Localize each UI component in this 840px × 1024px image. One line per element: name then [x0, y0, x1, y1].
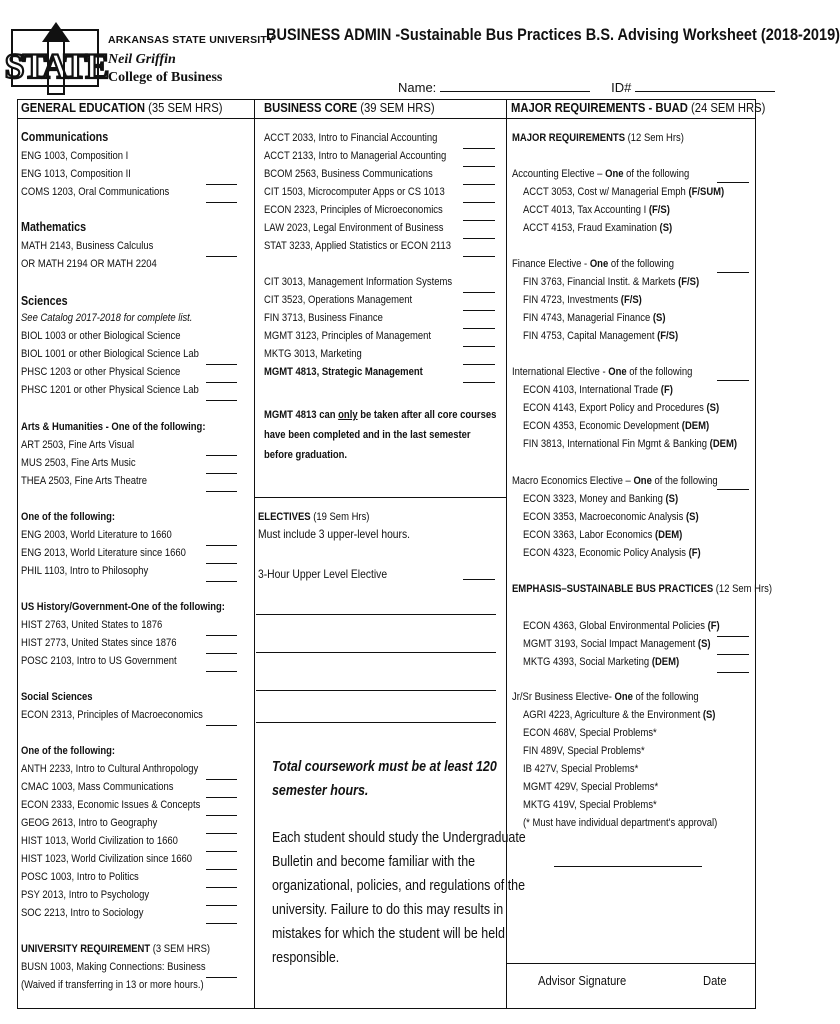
- course-item: PHSC 1201 or other Physical Science Lab: [21, 384, 199, 396]
- text-span: (3 SEM HRS): [152, 943, 211, 955]
- fin-course: [523, 276, 699, 289]
- text-span: (F/SUM): [688, 186, 725, 198]
- text-span: (F): [660, 384, 673, 396]
- worksheet-title: BUSINESS ADMIN -Sustainable Bus Practices B.S. Advising Worksheet (2018-2019): [266, 26, 840, 44]
- course-item: HIST 1013, World Civilization to 1660: [21, 835, 178, 847]
- completion-blank[interactable]: [256, 722, 496, 723]
- text-span: MKTG 4393, Social Marketing: [523, 656, 650, 668]
- column-divider-2: [506, 99, 507, 1009]
- mathematics-heading: Mathematics: [21, 220, 87, 234]
- text-span: Macro Economics Elective –: [512, 475, 634, 487]
- course-item: SOC 2213, Intro to Sociology: [21, 907, 144, 919]
- completion-blank[interactable]: [256, 614, 496, 615]
- completion-blank[interactable]: [463, 310, 495, 311]
- completion-blank[interactable]: [463, 202, 495, 203]
- course-item: (Waived if transferring in 13 or more hours.): [21, 979, 204, 991]
- bulletin-note: Bulletin and become familiar with the: [272, 854, 476, 870]
- completion-blank[interactable]: [206, 455, 237, 456]
- core-course: MGMT 3123, Principles of Management: [264, 330, 432, 342]
- communications-heading: Communications: [21, 130, 109, 144]
- emphasis-course: [523, 656, 679, 669]
- completion-blank[interactable]: [463, 364, 495, 365]
- text-span: (S): [685, 511, 699, 523]
- completion-blank[interactable]: [206, 815, 237, 816]
- completion-blank[interactable]: [463, 292, 495, 293]
- social-elective-heading: One of the following:: [21, 745, 116, 757]
- text-span: MAJOR REQUIREMENTS: [512, 132, 626, 144]
- name-id-row: [398, 80, 775, 95]
- acct-course: [523, 186, 724, 199]
- text-span: One: [633, 475, 652, 487]
- intl-course: [523, 402, 719, 415]
- column-divider-1: [254, 99, 255, 1009]
- capstone-course: MGMT 4813, Strategic Management: [264, 366, 423, 378]
- jr-sr-course: ECON 468V, Special Problems*: [523, 727, 657, 739]
- jr-sr-course: IB 427V, Special Problems*: [523, 763, 639, 775]
- core-course: CIT 3523, Operations Management: [264, 294, 413, 306]
- text-span: UNIVERSITY REQUIREMENT: [21, 943, 151, 955]
- text-span: FIN 3813, International Fin Mgmt & Banking: [523, 438, 708, 450]
- bulletin-note: organizational, policies, and regulations of the: [272, 878, 526, 894]
- intl-course: [523, 438, 737, 451]
- course-item: ENG 1003, Composition I: [21, 150, 129, 162]
- text-span: ELECTIVES: [258, 511, 311, 523]
- text-span: One: [605, 168, 624, 180]
- completion-blank[interactable]: [717, 489, 749, 490]
- text-span: (DEM): [654, 529, 683, 541]
- intl-course: [523, 384, 673, 397]
- completion-blank[interactable]: [206, 581, 237, 582]
- text-span: One: [614, 691, 633, 703]
- text-span: One: [608, 366, 627, 378]
- text-span: only: [338, 409, 358, 421]
- course-item: ENG 1013, Composition II: [21, 168, 131, 180]
- course-item: HIST 2763, United States to 1876: [21, 619, 163, 631]
- sciences-note: See Catalog 2017-2018 for complete list.: [21, 312, 193, 324]
- intl-course: [523, 420, 709, 433]
- capstone-note: [264, 409, 496, 422]
- text-span: (DEM): [651, 656, 680, 668]
- jr-sr-course: MGMT 429V, Special Problems*: [523, 781, 659, 793]
- text-span: ECON 4143, Export Policy and Procedures: [523, 402, 704, 414]
- advisor-signature-label: Advisor Signature: [538, 973, 627, 988]
- completion-blank[interactable]: [463, 328, 495, 329]
- course-item: ECON 2313, Principles of Macroeconomics: [21, 709, 203, 721]
- completion-blank[interactable]: [206, 923, 237, 924]
- course-item: ART 2503, Fine Arts Visual: [21, 439, 135, 451]
- course-item: GEOG 2613, Intro to Geography: [21, 817, 158, 829]
- major-requirements-heading: [512, 132, 684, 145]
- completion-blank[interactable]: [256, 652, 496, 653]
- text-span: One: [589, 258, 609, 270]
- text-span: EMPHASIS–SUSTAINABLE BUS PRACTICES: [512, 583, 714, 595]
- total-coursework-note: semester hours.: [272, 783, 369, 799]
- university-requirement-heading: [21, 943, 210, 956]
- text-span: ECON 3323, Money and Banking: [523, 493, 663, 505]
- text-span: MGMT 3193, Social Impact Management: [523, 638, 696, 650]
- bulletin-note: Each student should study the Undergraduate: [272, 830, 526, 846]
- text-span: (F/S): [620, 294, 642, 306]
- text-span: (F): [688, 547, 701, 559]
- acct-elective-heading: [512, 168, 689, 181]
- text-span: (DEM): [681, 420, 710, 432]
- text-span: MGMT 4813 can: [264, 409, 339, 421]
- acct-course: [523, 204, 670, 217]
- emphasis-course: [523, 638, 711, 651]
- completion-blank[interactable]: [206, 905, 237, 906]
- core-course: FIN 3713, Business Finance: [264, 312, 383, 324]
- text-span: of the following: [651, 475, 718, 487]
- text-span: AGRI 4223, Agriculture & the Environment: [523, 709, 701, 721]
- fin-course: [523, 294, 642, 307]
- text-span: Accounting Elective –: [512, 168, 606, 180]
- core-course: STAT 3233, Applied Statistics or ECON 2113: [264, 240, 452, 252]
- text-span: ECON 4323, Economic Policy Analysis: [523, 547, 686, 559]
- emphasis-course: [523, 620, 720, 633]
- core-course: BCOM 2563, Business Communications: [264, 168, 433, 180]
- college-name: College of Business: [108, 70, 223, 85]
- text-span: (S): [706, 402, 720, 414]
- course-item: BUSN 1003, Making Connections: Business: [21, 961, 206, 973]
- completion-blank[interactable]: [463, 184, 495, 185]
- completion-blank[interactable]: [206, 851, 237, 852]
- total-coursework-note: Total coursework must be at least 120: [272, 759, 497, 775]
- text-span: (12 Sem Hrs): [715, 583, 773, 595]
- major-header: MAJOR REQUIREMENTS - BUAD (24 SEM HRS): [511, 101, 766, 115]
- completion-blank[interactable]: [206, 563, 237, 564]
- upper-level-elective: 3-Hour Upper Level Elective: [258, 567, 388, 581]
- text-span: ACCT 4013, Tax Accounting I: [523, 204, 647, 216]
- completion-blank[interactable]: [206, 887, 237, 888]
- completion-blank[interactable]: [206, 184, 237, 185]
- course-item: ENG 2003, World Literature to 1660: [21, 529, 172, 541]
- completion-blank[interactable]: [206, 869, 237, 870]
- core-course: ECON 2323, Principles of Microeconomics: [264, 204, 443, 216]
- text-span: of the following: [626, 366, 693, 378]
- completion-blank[interactable]: [206, 400, 237, 401]
- text-span: Finance Elective -: [512, 258, 590, 270]
- bulletin-note: university. Failure to do this may results in: [272, 902, 504, 918]
- course-item: BIOL 1001 or other Biological Science Lab: [21, 348, 199, 360]
- text-span: ACCT 4153, Fraud Examination: [523, 222, 657, 234]
- logo-wordmark: STATE: [4, 46, 108, 86]
- completion-blank[interactable]: [717, 380, 749, 381]
- text-span: FIN 4723, Investments: [523, 294, 619, 306]
- course-item: POSC 1003, Intro to Politics: [21, 871, 139, 883]
- jr-sr-elective-heading: [512, 691, 699, 704]
- macro-course: [523, 547, 701, 560]
- course-item: PHSC 1203 or other Physical Science: [21, 366, 181, 378]
- course-item: POSC 2103, Intro to US Government: [21, 655, 177, 667]
- fin-elective-heading: [512, 258, 674, 271]
- course-item: MATH 2143, Business Calculus: [21, 240, 154, 252]
- text-span: FIN 4743, Managerial Finance: [523, 312, 651, 324]
- bulletin-note: responsible.: [272, 950, 340, 966]
- completion-blank[interactable]: [463, 382, 495, 383]
- course-item: COMS 1203, Oral Communications: [21, 186, 170, 198]
- text-span: (F/S): [648, 204, 670, 216]
- text-span: ECON 3353, Macroeconomic Analysis: [523, 511, 684, 523]
- header-rule: [17, 118, 756, 119]
- core-course: ACCT 2133, Intro to Managerial Accounting: [264, 150, 447, 162]
- signature-divider: [506, 963, 756, 964]
- completion-blank[interactable]: [717, 636, 749, 637]
- course-item: ECON 2333, Economic Issues & Concepts: [21, 799, 201, 811]
- text-span: of the following: [632, 691, 699, 703]
- date-label: Date: [703, 973, 727, 988]
- text-span: FIN 4753, Capital Management: [523, 330, 655, 342]
- text-span: of the following: [623, 168, 690, 180]
- completion-blank[interactable]: [717, 272, 749, 273]
- completion-blank[interactable]: [206, 977, 237, 978]
- arts-heading: Arts & Humanities - One of the following:: [21, 421, 206, 433]
- text-span: International Elective -: [512, 366, 609, 378]
- fin-course: [523, 330, 678, 343]
- completion-blank[interactable]: [206, 202, 237, 203]
- text-span: of the following: [608, 258, 674, 270]
- course-item: ENG 2013, World Literature since 1660: [21, 547, 186, 559]
- macro-course: [523, 493, 678, 506]
- text-span: (F/S): [657, 330, 679, 342]
- completion-blank[interactable]: [206, 256, 237, 257]
- core-course: CIT 3013, Management Information Systems: [264, 276, 453, 288]
- text-span: (S): [697, 638, 711, 650]
- completion-blank[interactable]: [554, 866, 702, 867]
- course-item: OR MATH 2194 OR MATH 2204: [21, 258, 157, 270]
- core-divider: [254, 497, 506, 498]
- completion-blank[interactable]: [463, 148, 495, 149]
- core-course: ACCT 2033, Intro to Financial Accounting: [264, 132, 438, 144]
- social-sciences-heading: Social Sciences: [21, 691, 93, 703]
- course-item: HIST 1023, World Civilization since 1660: [21, 853, 193, 865]
- completion-blank[interactable]: [717, 182, 749, 183]
- completion-blank[interactable]: [206, 833, 237, 834]
- completion-blank[interactable]: [206, 779, 237, 780]
- text-span: (F/S): [678, 276, 700, 288]
- electives-note: Must include 3 upper-level hours.: [258, 527, 411, 541]
- name-field[interactable]: [440, 91, 590, 92]
- macro-course: [523, 511, 699, 524]
- name-label: Name:: [398, 80, 437, 95]
- text-span: (12 Sem Hrs): [627, 132, 684, 144]
- text-span: ECON 4103, International Trade: [523, 384, 659, 396]
- text-span: ACCT 3053, Cost w/ Managerial Emph: [523, 186, 686, 198]
- course-item: PHIL 1103, Intro to Philosophy: [21, 565, 149, 577]
- jr-sr-course: MKTG 419V, Special Problems*: [523, 799, 657, 811]
- neil-griffin: Neil Griffin: [108, 52, 176, 67]
- text-span: (F): [707, 620, 720, 632]
- fin-course: [523, 312, 666, 325]
- literature-heading: One of the following:: [21, 511, 116, 523]
- completion-blank[interactable]: [463, 238, 495, 239]
- course-item: CMAC 1003, Mass Communications: [21, 781, 174, 793]
- text-span: be taken after all core courses: [357, 409, 497, 421]
- completion-blank[interactable]: [206, 382, 237, 383]
- text-span: (S): [652, 312, 666, 324]
- macro-elective-heading: [512, 475, 718, 488]
- course-item: MUS 2503, Fine Arts Music: [21, 457, 136, 469]
- text-span: ECON 3363, Labor Economics: [523, 529, 653, 541]
- course-item: THEA 2503, Fine Arts Theatre: [21, 475, 148, 487]
- core-course: MKTG 3013, Marketing: [264, 348, 362, 360]
- id-field[interactable]: [635, 91, 775, 92]
- jr-sr-course: (* Must have individual department's approval): [523, 817, 718, 829]
- text-span: (S): [659, 222, 673, 234]
- completion-blank[interactable]: [206, 671, 237, 672]
- capstone-note: before graduation.: [264, 449, 348, 461]
- completion-blank[interactable]: [463, 220, 495, 221]
- course-item: BIOL 1003 or other Biological Science: [21, 330, 181, 342]
- electives-heading: [258, 511, 369, 524]
- text-span: (19 Sem Hrs): [313, 511, 370, 523]
- text-span: Jr/Sr Business Elective-: [512, 691, 615, 703]
- text-span: ECON 4363, Global Environmental Policies: [523, 620, 705, 632]
- text-span: (S): [702, 709, 716, 721]
- arkansas-state-logo: [4, 20, 108, 98]
- text-span: FIN 3763, Financial Instit. & Markets: [523, 276, 676, 288]
- completion-blank[interactable]: [206, 797, 237, 798]
- completion-blank[interactable]: [717, 654, 749, 655]
- capstone-note: have been completed and in the last semester: [264, 429, 471, 441]
- completion-blank[interactable]: [463, 166, 495, 167]
- core-course: CIT 1503, Microcomputer Apps or CS 1013: [264, 186, 445, 198]
- text-span: ECON 4353, Economic Development: [523, 420, 680, 432]
- text-span: (DEM): [709, 438, 738, 450]
- business-core-header: BUSINESS CORE (39 SEM HRS): [264, 101, 435, 115]
- sciences-heading: Sciences: [21, 294, 68, 308]
- completion-blank[interactable]: [463, 579, 495, 580]
- emphasis-heading: [512, 583, 772, 596]
- jr-sr-course: [523, 709, 715, 722]
- acct-course: [523, 222, 672, 235]
- id-label: ID#: [611, 80, 632, 95]
- completion-blank[interactable]: [206, 364, 237, 365]
- completion-blank[interactable]: [206, 635, 237, 636]
- completion-blank[interactable]: [206, 653, 237, 654]
- bulletin-note: mistakes for which the student will be held: [272, 926, 505, 942]
- completion-blank[interactable]: [206, 473, 237, 474]
- course-item: ANTH 2233, Intro to Cultural Anthropology: [21, 763, 199, 775]
- jr-sr-course: FIN 489V, Special Problems*: [523, 745, 645, 757]
- gen-ed-header: GENERAL EDUCATION (35 SEM HRS): [21, 101, 223, 115]
- course-item: PSY 2013, Intro to Psychology: [21, 889, 150, 901]
- core-course: LAW 2023, Legal Environment of Business: [264, 222, 444, 234]
- completion-blank[interactable]: [206, 725, 237, 726]
- text-span: (S): [665, 493, 679, 505]
- course-item: HIST 2773, United States since 1876: [21, 637, 177, 649]
- school-name: ARKANSAS STATE UNIVERSITY: [108, 34, 275, 46]
- completion-blank[interactable]: [206, 545, 237, 546]
- history-heading: US History/Government-One of the following:: [21, 601, 225, 613]
- completion-blank[interactable]: [206, 491, 237, 492]
- completion-blank[interactable]: [256, 690, 496, 691]
- intl-elective-heading: [512, 366, 692, 379]
- completion-blank[interactable]: [717, 672, 749, 673]
- completion-blank[interactable]: [463, 256, 495, 257]
- completion-blank[interactable]: [463, 346, 495, 347]
- macro-course: [523, 529, 682, 542]
